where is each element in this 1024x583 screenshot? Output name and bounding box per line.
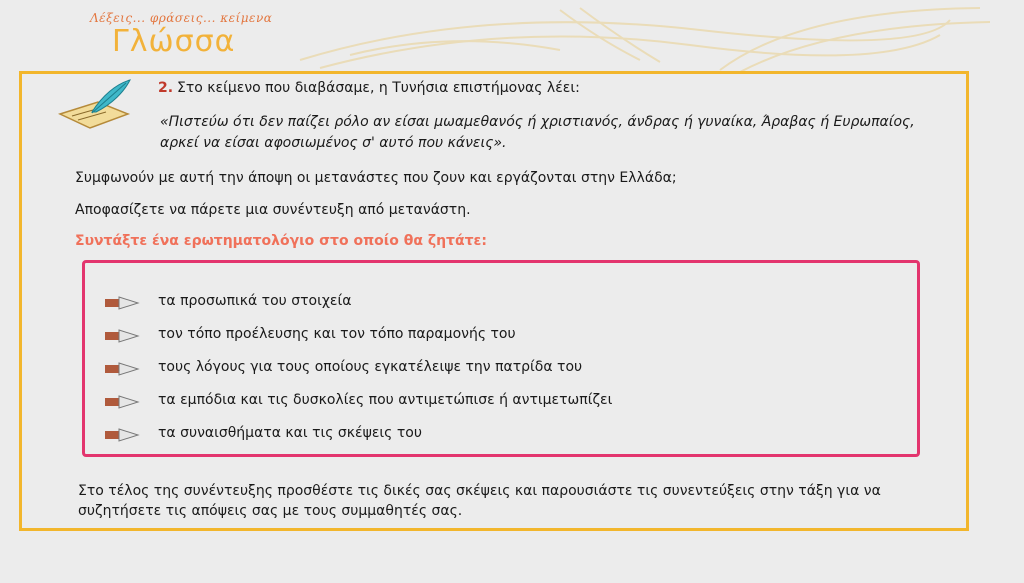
arrow-bullet-icon xyxy=(104,394,140,410)
list-item-text: τους λόγους για τους οποίους εγκατέλειψε την πατρίδα του xyxy=(158,359,583,375)
arrow-bullet-icon xyxy=(104,361,140,377)
quill-paper-icon xyxy=(58,76,136,132)
question-text-1: Συμφωνούν με αυτή την άποψη οι μετανάστες που ζουν και εργάζονται στην Ελλάδα; xyxy=(75,170,677,186)
exercise-intro: Στο κείμενο που διαβάσαμε, η Τυνήσια επιστήμονας λέει: xyxy=(177,80,580,96)
arrow-bullet-icon xyxy=(104,328,140,344)
list-item-text: τα εμπόδια και τις δυσκολίες που αντιμετώπισε ή αντιμετωπίζει xyxy=(158,392,613,408)
quote-text: «Πιστεύω ότι δεν παίζει ρόλο αν είσαι μωαμεθανός ή χριστιανός, άνδρας ή γυναίκα, Άραβας ή Ευρωπαίος, αρκεί να είσαι αφοσιωμένος σ' αυτό που κάνεις». xyxy=(160,114,915,151)
logo-subtitle: Λέξεις... φράσεις... κείμενα xyxy=(90,11,273,25)
arrow-bullet-icon xyxy=(104,427,140,443)
closing-text: Στο τέλος της συνέντευξης προσθέστε τις δικές σας σκέψεις και παρουσιάστε τις συνεντεύξεις στην τάξη για να συζητήσετε τις απόψεις σας με τους συμμαθητές σας. xyxy=(78,483,881,519)
list-item-text: τα προσωπικά του στοιχεία xyxy=(158,293,352,309)
list-item-text: τον τόπο προέλευσης και τον τόπο παραμονής του xyxy=(158,326,516,342)
logo-title: Γλώσσα xyxy=(112,24,236,59)
exercise-number: 2. xyxy=(158,80,174,96)
arrow-bullet-icon xyxy=(104,295,140,311)
list-item-text: τα συναισθήματα και τις σκέψεις του xyxy=(158,425,422,441)
question-text-2: Αποφασίζετε να πάρετε μια συνέντευξη από μετανάστη. xyxy=(75,202,471,218)
instruction-heading: Συντάξτε ένα ερωτηματολόγιο στο οποίο θα ζητάτε: xyxy=(75,233,487,249)
